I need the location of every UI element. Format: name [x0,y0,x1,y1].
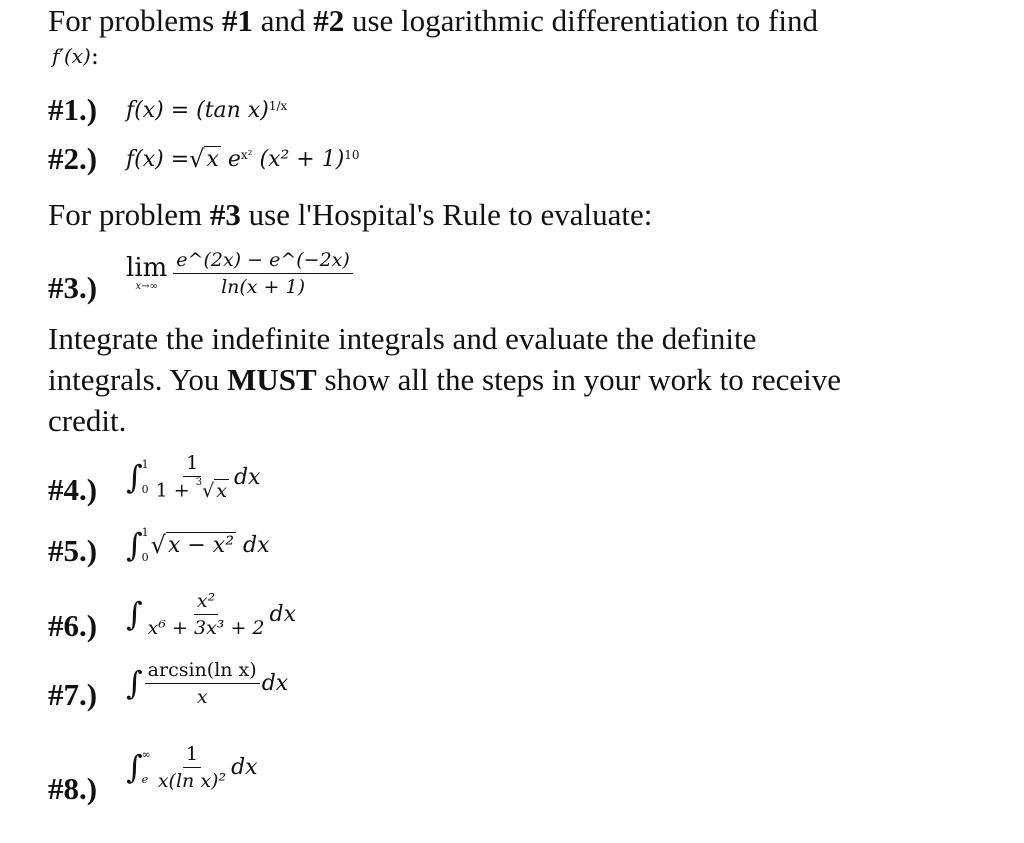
fprime-expression: f′(x) [52,44,91,68]
problem-7-fraction [145,659,260,708]
problem-3-fraction [173,249,353,298]
problem-8 [48,727,258,807]
problem-1-exponent: 1/x [268,99,288,113]
p3-intro-bold: #3 [209,197,241,232]
integrate-line3: credit. [48,403,127,438]
problem-2 [48,141,360,177]
upper-bound: ∞ [141,748,151,761]
problem-4 [48,446,260,508]
den-prefix: 1 + [155,479,196,502]
lower-bound: 0 [141,551,149,564]
p3-intro-part2: use l'Hospital's Rule to evaluate: [240,197,653,232]
problem-1 [48,92,287,128]
problem-8-denominator: x(ln x)² [157,769,227,792]
integral-sign: ∫ 1 0 [126,458,149,496]
problem-7 [48,653,288,713]
problem-5-label: #5.) [48,533,98,568]
problem-2-paren: (x² + 1) [259,146,345,172]
problem-5-sqrt: √ x − x² [150,531,235,559]
integrate-intro [48,318,988,441]
problem-8-label: #8.) [48,771,98,806]
upper-bound: 1 [141,458,149,471]
lim-word: lim [126,252,168,283]
problem-6-denominator: x⁶ + 3x³ + 2 [147,616,265,639]
problem-7-label: #7.) [48,677,98,712]
problem-8-numerator: 1 [183,743,201,768]
problem-5-dx: dx [243,532,270,558]
integrate-line2b: show all the steps in your work to receive [316,362,842,397]
problem-2-e-exponent: x² [240,148,253,162]
problem-3-limit [126,252,168,292]
integral-sign: ∫ 1 0 [126,526,149,564]
problem-3-denominator: ln(x + 1) [221,275,306,298]
intro-text [48,0,818,41]
p3-intro-part1: For problem [48,197,210,232]
integrate-line2a: integrals. You [48,362,228,397]
problem-7-denominator: x [196,685,208,708]
problem-6-numerator: x² [194,590,218,615]
problem-4-dx: dx [233,464,261,490]
problem-8-fraction [155,743,229,792]
integrate-line1: Integrate the indefinite integrals and evaluate the definite [48,321,757,356]
integral-sign: ∫ ∞ e [126,748,151,786]
problem-6-label: #6.) [48,608,98,643]
problem-3-expression [126,249,355,298]
problem-7-numerator: arcsin(ln x) [145,659,260,684]
problem-4-numerator: 1 [183,452,201,477]
problem-4-denominator: 1 + $^3$ √ x [155,477,227,502]
problem-7-expression [126,659,288,708]
problem-2-paren-exponent: 10 [344,148,360,162]
problem-2-expression [126,145,360,173]
problem-3-numerator: e^(2x) − e^(−2x) [173,249,353,274]
integral-sign: ∫ [126,595,143,633]
problem-5 [48,521,270,569]
lower-bound: 0 [141,483,149,496]
problem-1-lhs: f(x) = (tan x) [126,97,269,123]
problem-4-expression [126,452,260,502]
problem-3-label: #3.) [48,270,98,305]
integral-sign: ∫ [126,664,143,702]
den-radicand: x [216,480,227,502]
intro-fprime [52,42,99,70]
intro-part2: and [252,3,314,38]
problem-3-intro [48,194,652,235]
problem-2-sqrt: √ x [189,145,219,173]
fprime-colon: : [90,42,99,70]
problem-8-dx: dx [231,754,258,780]
problem-2-label: #2.) [48,141,98,176]
lim-subscript: x→∞ [135,280,158,292]
problem-4-fraction [153,452,232,502]
integrate-must: MUST [227,362,317,397]
problem-2-e: e [227,146,241,172]
problem-6-dx: dx [269,601,297,627]
problem-6 [48,584,296,644]
problem-3 [48,240,355,306]
problem-6-expression [126,590,296,639]
upper-bound: 1 [141,526,149,539]
lower-bound: e [141,773,149,786]
problem-2-lhs: f(x) = [126,146,190,172]
intro-bold-2: #2 [313,3,345,38]
intro-bold-1: #1 [221,3,253,38]
problem-1-label: #1.) [48,92,98,127]
problem-5-expression [126,526,270,564]
problem-1-expression [126,98,287,123]
problem-8-expression [126,743,258,792]
problem-2-radicand: x [206,147,219,172]
root-index: 3 [195,477,203,488]
intro-part3: use logarithmic differentiation to find [344,3,818,38]
problem-6-fraction [145,590,268,639]
problem-7-dx: dx [261,670,289,696]
intro-part1: For problems [48,3,222,38]
problem-5-radicand: x − x² [167,533,235,558]
problem-4-label: #4.) [48,472,98,507]
